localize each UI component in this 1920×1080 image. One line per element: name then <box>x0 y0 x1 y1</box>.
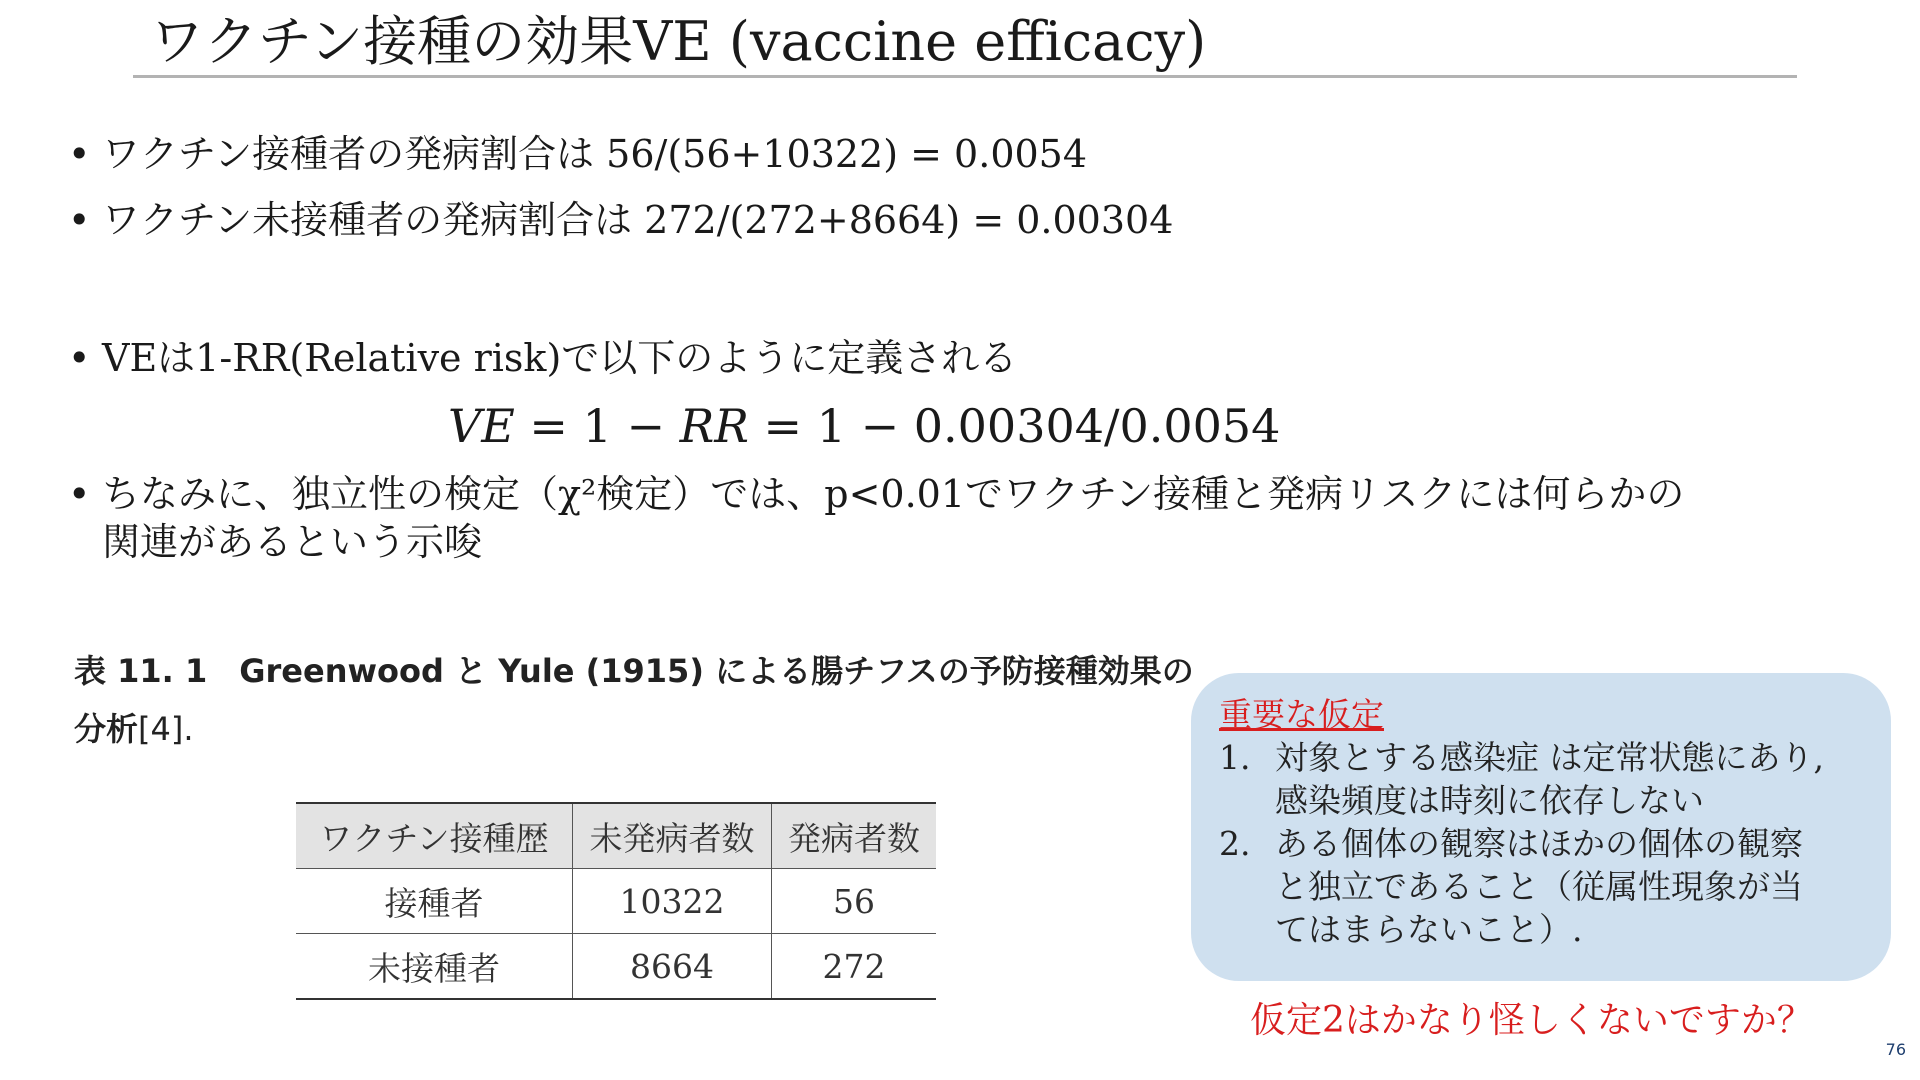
title-divider <box>133 75 1797 78</box>
cell-ill: 56 <box>833 881 875 921</box>
header-ill-count: 発病者数 <box>788 818 920 858</box>
bullet-text: ワクチン接種者の発病割合は 56/(56+10322) = 0.0054 <box>102 132 1088 176</box>
page-number: 76 <box>1885 1040 1906 1059</box>
bullet-chi-square <box>68 470 1684 566</box>
bullet-text: ちなみに、独立性の検定（χ²検定）では、p<0.01でワクチン接種と発病リスクには何らかの <box>102 472 1685 516</box>
table-caption <box>74 642 1194 758</box>
formula-ve: VE <box>448 399 515 453</box>
caption-line-2-text: 分析 <box>74 710 139 748</box>
formula-rest: = 1 − <box>514 399 680 453</box>
bullet-text: ワクチン未接種者の発病割合は 272/(272+8664) = 0.00304 <box>102 198 1174 242</box>
table-header-row <box>296 803 936 869</box>
formula-tail: = 1 − 0.00304/0.0054 <box>748 399 1281 453</box>
bullet-text: VEは1-RR(Relative risk)で以下のように定義される <box>102 336 1018 380</box>
bullet-ve-definition <box>68 334 1017 382</box>
assumptions-box <box>1191 673 1891 981</box>
assumption-item-2 <box>1219 822 1803 949</box>
assumption-line: ある個体の観察はほかの個体の観察 <box>1275 824 1803 863</box>
bullet-marker: • <box>68 472 91 516</box>
caption-line-2 <box>74 700 1194 758</box>
caption-reference: [4]. <box>138 710 194 748</box>
table-row <box>296 869 936 934</box>
cell-ill: 272 <box>822 946 886 986</box>
assumption-number: 1. <box>1219 738 1251 777</box>
assumption-line: 感染頻度は時刻に依存しない <box>1275 781 1704 820</box>
bullet-marker: • <box>68 132 91 176</box>
bullet-text-continued: 関連があるという示唆 <box>102 520 483 564</box>
assumption-line: てはまらないこと）. <box>1275 910 1583 949</box>
bullet-marker: • <box>68 336 91 380</box>
header-vaccination-history: ワクチン接種歴 <box>296 803 573 869</box>
cell-not-ill: 8664 <box>573 934 772 1000</box>
assumption-body <box>1275 822 1895 951</box>
caption-line-1: 表 11. 1 Greenwood と Yule (1915) による腸チフスの予防接種効果の <box>74 652 1194 690</box>
cell-not-ill: 10322 <box>573 869 772 934</box>
assumptions-heading: 重要な仮定 <box>1219 695 1384 734</box>
ve-formula <box>448 396 1280 456</box>
assumption-line: と独立であること（従属性現象が当 <box>1275 867 1803 906</box>
bullet-vaccinated-rate <box>68 130 1087 178</box>
cell-group: 接種者 <box>296 869 573 934</box>
assumption-item-1 <box>1219 736 1824 820</box>
assumption-line: 対象とする感染症 は定常状態にあり, <box>1275 738 1824 777</box>
vaccination-table <box>296 802 936 1000</box>
assumption-question: 仮定2はかなり怪しくないですか？ <box>1250 1000 1813 1041</box>
assumption-body <box>1275 736 1895 822</box>
bullet-marker: • <box>68 198 91 242</box>
header-not-ill-count: 未発病者数 <box>573 803 772 869</box>
table-row <box>296 934 936 1000</box>
bullet-unvaccinated-rate <box>68 196 1173 244</box>
slide-title: ワクチン接種の効果VE (vaccine efficacy) <box>150 10 1207 73</box>
cell-group: 未接種者 <box>296 934 573 1000</box>
formula-rr: RR <box>679 399 749 453</box>
assumption-number: 2. <box>1219 824 1251 863</box>
